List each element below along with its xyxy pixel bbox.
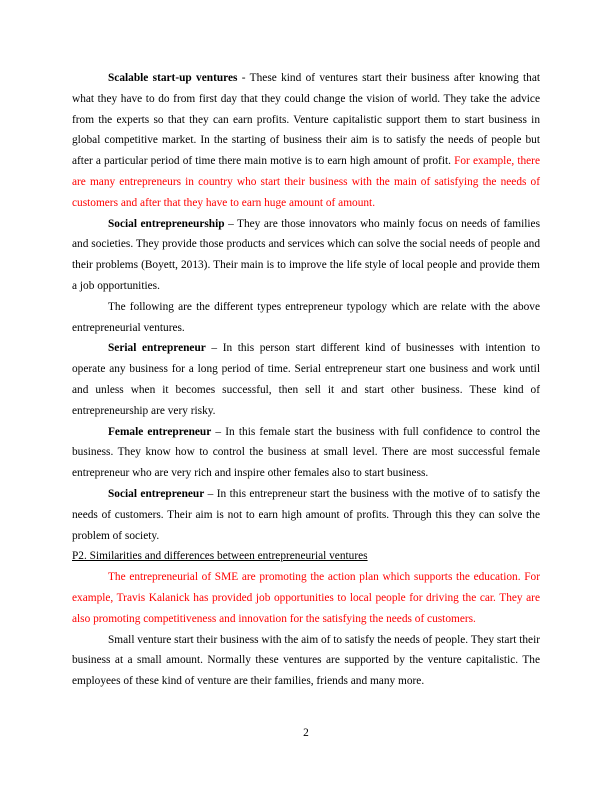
paragraph-typology-intro: [72, 297, 540, 339]
page-body: [72, 68, 540, 692]
term-social-entrepreneur: Social entrepreneur: [108, 487, 205, 500]
highlighted-example: The entrepreneurial of SME are promoting the action plan which supports the education. For example, Travis Kalanick has provided job opportunities to local people for driving the car. They are also promoting competitiveness and innovation for the satisfying the needs of customers.: [72, 571, 540, 625]
paragraph-female-entrepreneur: [72, 422, 540, 484]
paragraph-small-venture: [72, 630, 540, 692]
paragraph-social-entrepreneurship: [72, 214, 540, 297]
term-social-entrepreneurship: Social entrepreneurship: [108, 217, 225, 230]
highlighted-example: For example, there are many entrepreneurs in country who start their business with the main of satisfying the needs of customers and after that they have to earn huge amount of amount.: [72, 155, 540, 209]
paragraph-text: – In this person start different kind of businesses with intention to operate any business for a long period of time. Serial entrepreneur start one business and work until and unless when it becomes successful, then sell it and start other business. These kind of entrepreneurship are very risky.: [72, 342, 540, 417]
paragraph-serial-entrepreneur: [72, 338, 540, 421]
term-serial-entrepreneur: Serial entrepreneur: [108, 342, 206, 355]
paragraph-text: The following are the different types entrepreneur typology which are relate with the above entrepreneurial ventures.: [72, 300, 540, 334]
paragraph-text: – In this entrepreneur start the business with the motive of to satisfy the needs of customers. Their aim is not to earn high amount of profits. Through this they can solve the problem of society.: [72, 487, 540, 542]
term-female-entrepreneur: Female entrepreneur: [108, 425, 212, 438]
term-scalable-startup: Scalable start-up ventures: [108, 72, 238, 84]
paragraph-social-entrepreneur: [72, 484, 540, 546]
paragraph-text: Small venture start their business with the aim of to satisfy the needs of people. They start their business at a small amount. Normally these ventures are supported by the venture capitalistic. The employees of these kind of venture are their families, friends and many more.: [72, 633, 541, 688]
section-heading-p2: P2. Similarities and differences between entrepreneurial ventures: [72, 550, 368, 563]
paragraph-text: - These kind of ventures start their business after knowing that what they have to do from first day that they could change the vision of world. They take the advice from the experts so that they can earn profits. Venture capitalistic support them to start business in global competitive market. In the starting of business their aim is to satisfy the needs of people but after a particular period of time there main motive is to earn high amount of profit.: [72, 72, 540, 168]
paragraph-sme-example: [72, 567, 540, 629]
paragraph-text: – In this female start the business with full confidence to control the business. They know how to control the business at small level. There are most successful female entrepreneur who are very rich and inspire other females also to start business.: [72, 425, 540, 480]
paragraph-text: – They are those innovators who mainly focus on needs of families and societies. They provide those products and services which can solve the social needs of people and their problems (Boyett, 2013). Their main is to improve the life style of local people and provide them a job opportunities.: [72, 217, 541, 292]
page-number: 2: [303, 727, 309, 739]
paragraph-scalable-startup: [72, 68, 540, 214]
